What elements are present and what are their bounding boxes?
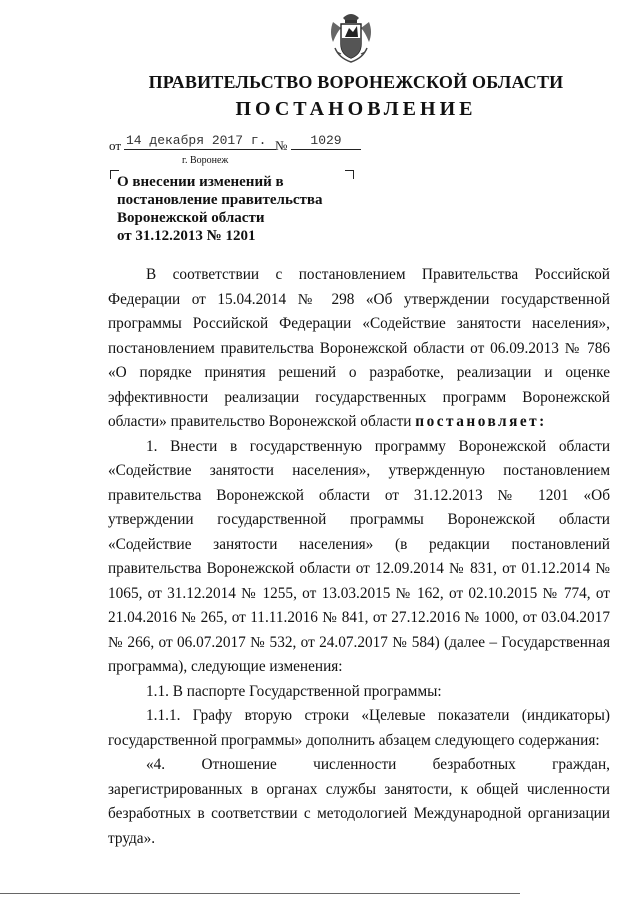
page-bottom-rule xyxy=(0,893,520,894)
preamble-text: В соответствии с постановлением Правительства Российской Федерации от 15.04.2014 № 298 «Об утверждении государственной программы Российской Федерации «Содействие занятости населения», постановлением правительства Воронежской области от 06.09.2013 № 786 «О порядке принятия решений о разработке, реализации и оценке эффективности реализации государственных программ Воронежской области» правительство Воронежской области xyxy=(108,266,610,430)
subject-line: Воронежской области xyxy=(117,210,265,226)
date-from-label: от xyxy=(109,138,122,153)
document-number: 1029 xyxy=(291,133,361,150)
coat-of-arms-icon xyxy=(327,8,375,66)
document-type-title: ПОСТАНОВЛЕНИЕ xyxy=(235,98,477,120)
number-label: № xyxy=(275,138,288,153)
item-1-1-1-paragraph: 1.1.1. Графу вторую строки «Целевые показатели (индикаторы) государственной программы» дополнить абзацем следующего содержания: xyxy=(108,707,610,749)
quoted-indicator-paragraph: «4. Отношение численности безработных граждан, зарегистрированных в органах службы занятости, к общей численности безработных в соответствии с методологией Международной организации труда». xyxy=(108,756,610,847)
subject-line: О внесении изменений в xyxy=(117,174,284,190)
document-body xyxy=(108,263,610,851)
subject-line: от 31.12.2013 № 1201 xyxy=(117,228,256,244)
preamble-paragraph xyxy=(108,263,610,435)
subject-line: постановление правительства xyxy=(117,192,323,208)
city-label: г. Воронеж xyxy=(182,155,229,166)
resolution-keyword: постановляет: xyxy=(415,413,547,430)
document-date: 14 декабря 2017 г. xyxy=(124,133,276,150)
item-1-paragraph: 1. Внести в государственную программу Воронежской области «Содействие занятости населения», утвержденную постановлением правительства Воронежской области от 31.12.2013 № 1201 «Об утверждении государственной программы Воронежской области «Содействие занятости населения» (в редакции постановлений правительства Воронежской области от 12.09.2014 № 831, от 01.12.2014 № 1065, от 31.12.2014 № 1255, от 13.03.2015 № 162, от 02.10.2015 № 774, от 21.04.2016 № 265, от 11.11.2016 № 841, от 27.12.2016 № 1000, от 03.04.2017 № 266, от 06.07.2017 № 532, от 24.07.2017 № 584) (далее – Государственная программа), следующие изменения: xyxy=(108,437,610,675)
document-subject xyxy=(117,173,357,245)
organization-title: ПРАВИТЕЛЬСТВО ВОРОНЕЖСКОЙ ОБЛАСТИ xyxy=(148,72,564,92)
item-1-1-paragraph: 1.1. В паспорте Государственной программы: xyxy=(146,682,442,700)
